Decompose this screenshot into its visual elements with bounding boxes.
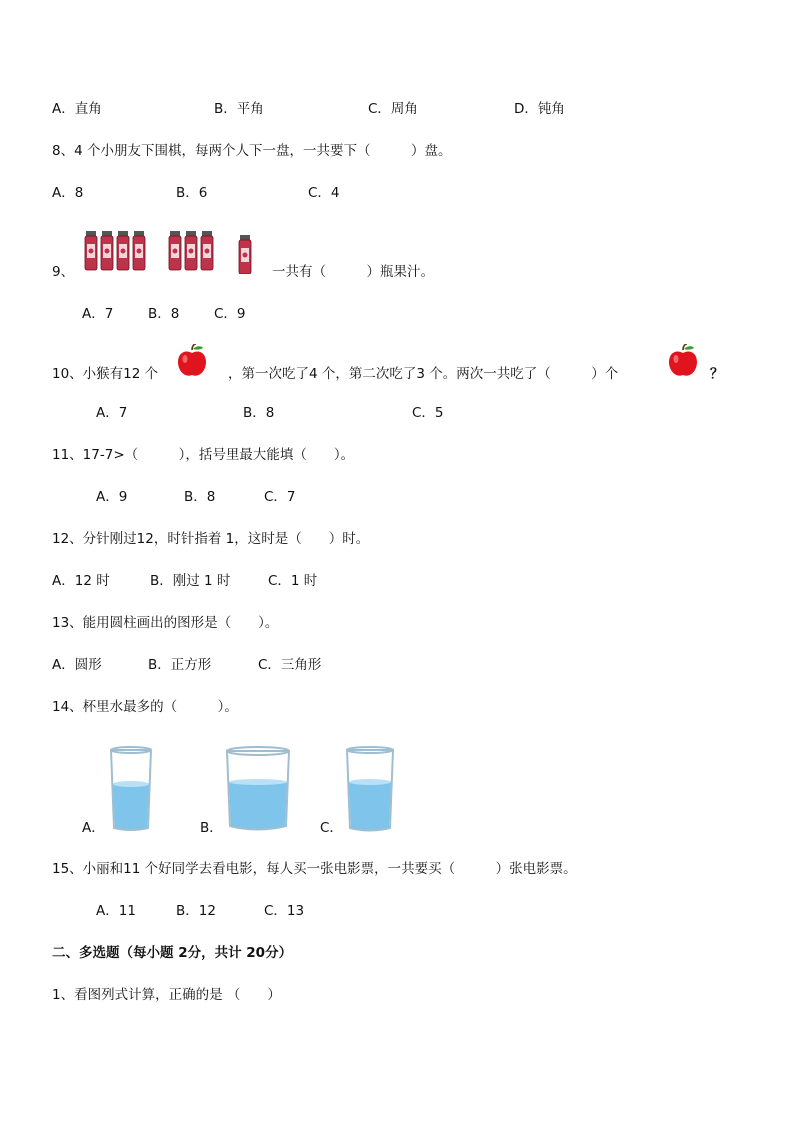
q14-stem: 14、杯里水最多的（ ）。 [52,699,238,715]
juice-bottles-icon [82,228,262,274]
q11-option-a: A．9 [96,489,128,505]
q10-part3: ？ [710,366,724,382]
q7-option-c: C．周角 [368,101,418,117]
q7-option-b: B．平角 [214,101,264,117]
q14-option-c: C． [320,820,343,836]
q8-option-c: C．4 [308,185,340,201]
q14-option-a: A． [82,820,105,836]
q10-option-c: C．5 [412,405,444,421]
glass-c-icon [344,746,396,832]
q8-option-b: B．6 [176,185,208,201]
q9-prefix: 9、 [52,264,75,280]
q15-stem: 15、小丽和11 个好同学去看电影，每人买一张电影票，一共要买（ ）张电影票。 [52,861,577,877]
q8-option-a: A．8 [52,185,84,201]
q10-part1: 10、小猴有12 个 [52,366,159,382]
q15-option-c: C．13 [264,903,305,919]
q8-stem: 8、4 个小朋友下围棋，每两个人下一盘，一共要下（ ）盘。 [52,143,452,159]
q10-part2: ，第一次吃了4 个，第二次吃了3 个。两次一共吃了（ ）个 [228,366,619,382]
q9-option-c: C．9 [214,306,246,322]
section2-heading: 二、多选题（每小题 2分，共计 20分） [52,945,293,961]
q11-option-c: C．7 [264,489,296,505]
q13-option-b: B．正方形 [148,657,212,673]
q12-option-b: B．刚过 1 时 [150,573,231,589]
q13-option-c: C．三角形 [258,657,322,673]
q12-option-c: C．1 时 [268,573,318,589]
glass-b-icon [224,746,292,832]
section2-q1-stem: 1、看图列式计算，正确的是 （ ） [52,987,281,1003]
apple-icon [177,344,207,378]
q11-option-b: B．8 [184,489,216,505]
apple-icon-2 [668,344,698,378]
q13-stem: 13、能用圆柱画出的图形是（ ）。 [52,615,279,631]
q12-stem: 12、分针刚过12，时针指着 1，这时是（ ）时。 [52,531,370,547]
q7-option-d: D．钝角 [514,101,565,117]
q7-option-a: A．直角 [52,101,102,117]
glass-a-icon [108,746,154,832]
q12-option-a: A．12 时 [52,573,110,589]
q15-option-b: B．12 [176,903,216,919]
q10-option-b: B．8 [243,405,275,421]
q14-option-b: B． [200,820,223,836]
q15-option-a: A．11 [96,903,136,919]
q13-option-a: A．圆形 [52,657,102,673]
q9-option-b: B．8 [148,306,180,322]
q10-option-a: A．7 [96,405,128,421]
q11-stem: 11、17-7>（ ），括号里最大能填（ ）。 [52,447,355,463]
q9-suffix: 一共有（ ）瓶果汁。 [272,264,434,280]
q9-option-a: A．7 [82,306,114,322]
